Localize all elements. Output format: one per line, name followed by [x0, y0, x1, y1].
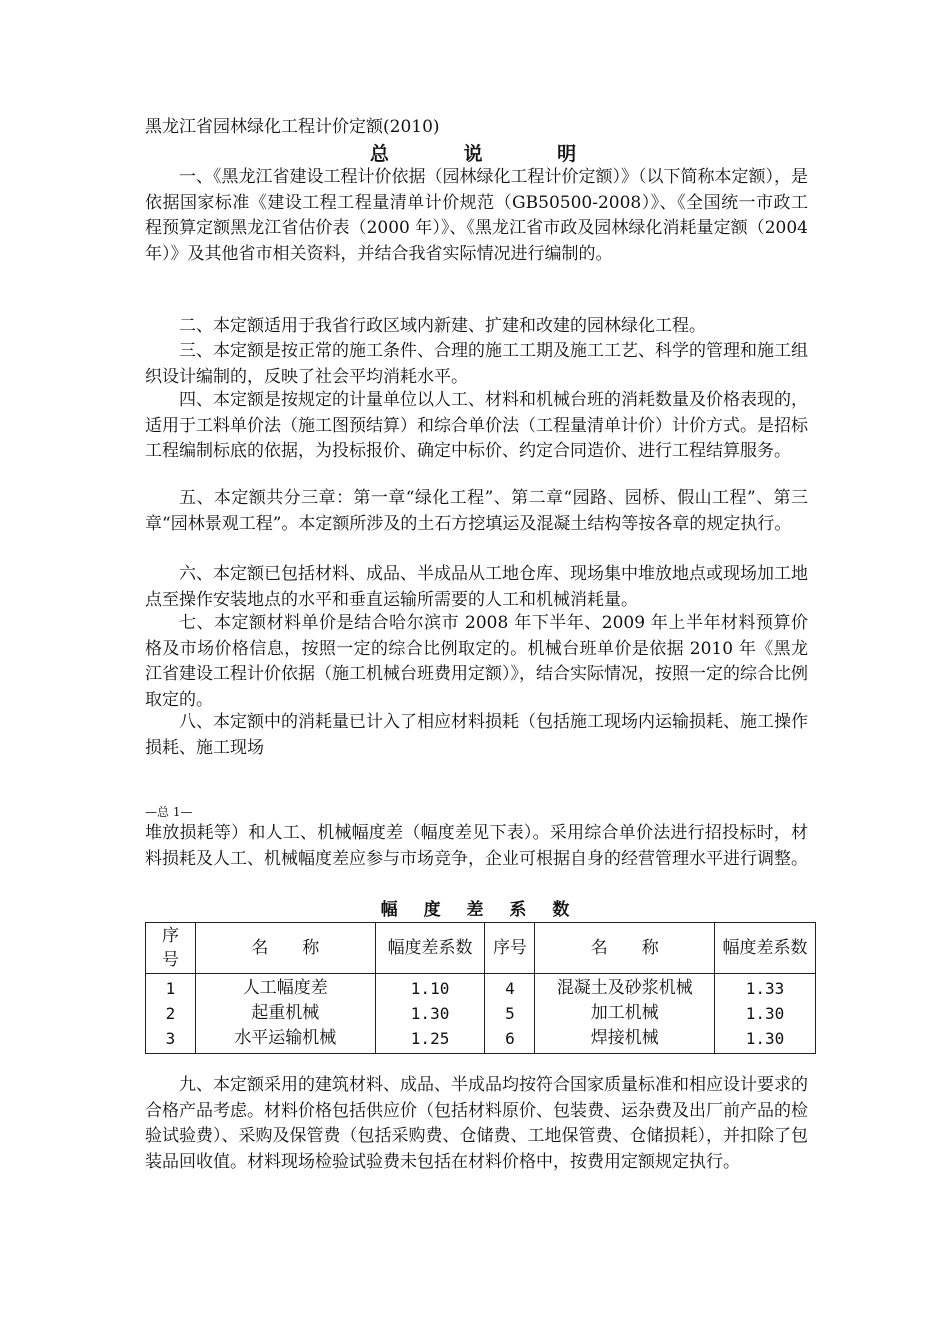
cell-seq: 5 [485, 1001, 535, 1026]
heading-char: 说 [463, 143, 487, 165]
paragraph-4: 四、本定额是按规定的计量单位以人工、材料和机械台班的消耗数量及价格表现的，适用于工料单价法（施工图预结算）和综合单价法（工程量清单计价）计价方式。是招标工程编制标底的依据，为投标报价、确定中标价、约定合同造价、进行工程结算服务。 [145, 390, 808, 461]
cell-name: 水平运输机械 [195, 1026, 375, 1054]
table-title-char: 差 [466, 900, 484, 920]
heading-char: 明 [557, 143, 581, 165]
page-number: —总 1— [145, 805, 193, 819]
paragraph-6: 六、本定额已包括材料、成品、半成品从工地仓库、现场集中堆放地点或现场加工地点至操作安装地点的水平和垂直运输所需要的人工和机械消耗量。 [145, 564, 808, 610]
table-row [146, 1001, 816, 1026]
cell-seq: 3 [146, 1026, 196, 1054]
cell-seq: 6 [485, 1026, 535, 1054]
heading-char: 总 [369, 143, 393, 165]
paragraph-8: 八、本定额中的消耗量已计入了相应材料损耗（包括施工现场内运输损耗、施工操作损耗、施工现场 [145, 712, 808, 758]
header-seq: 序号 [146, 923, 196, 974]
header-coefficient: 幅度差系数 [375, 923, 485, 974]
header-seq: 序号 [485, 923, 535, 974]
cell-coefficient: 1.30 [715, 1026, 816, 1054]
header-name: 名 称 [535, 923, 715, 974]
paragraph-1: 一、《黑龙江省建设工程计价依据（园林绿化工程计价定额）》（以下简称本定额），是依据国家标准《建设工程工程量清单计价规范（GB50500-2008）》、《全国统一市政工程预算定额黑龙江省估价表（2000 年）》、《黑龙江省市政及园林绿化消耗量定额（2004 年）》及其他省市相关资料，并结合我省实际情况进行编制的。 [145, 167, 808, 264]
cell-seq: 1 [146, 974, 196, 1002]
table-title-char: 度 [423, 900, 441, 920]
table-title-char: 数 [552, 900, 570, 920]
cell-seq: 4 [485, 974, 535, 1002]
table-title-char: 系 [509, 900, 527, 920]
table-title-char: 幅 [380, 900, 398, 920]
paragraph-5: 五、本定额共分三章：第一章“绿化工程”、第二章“园路、园桥、假山工程”、第三章“园林景观工程”。本定额所涉及的土石方挖填运及混凝土结构等按各章的规定执行。 [145, 488, 808, 534]
continuation-paragraph: 堆放损耗等）和人工、机械幅度差（幅度差见下表）。采用综合单价法进行招投标时，材料损耗及人工、机械幅度差应参与市场竞争，企业可根据自身的经营管理水平进行调整。 [145, 823, 808, 869]
table-header-row [146, 923, 816, 974]
coefficient-table [145, 922, 816, 1054]
cell-seq: 2 [146, 1001, 196, 1026]
cell-coefficient: 1.25 [375, 1026, 485, 1054]
table-title [0, 898, 950, 922]
paragraph-9: 九、本定额采用的建筑材料、成品、半成品均按符合国家质量标准和相应设计要求的合格产品考虑。材料价格包括供应价（包括材料原价、包装费、运杂费及出厂前产品的检验试验费）、采购及保管费（包括采购费、仓储费、工地保管费、仓储损耗），并扣除了包装品回收值。材料现场检验试验费未包括在材料价格中，按费用定额规定执行。 [145, 1075, 808, 1172]
header-name: 名 称 [195, 923, 375, 974]
cell-name: 混凝土及砂浆机械 [535, 974, 715, 1002]
cell-coefficient: 1.10 [375, 974, 485, 1002]
paragraph-7: 七、本定额材料单价是结合哈尔滨市 2008 年下半年、2009 年上半年材料预算价格及市场价格信息，按照一定的综合比例取定的。机械台班单价是依据 2010 年《黑龙江省建设工程计价依据（施工机械台班费用定额）》，结合实际情况，按照一定的综合比例取定的。 [145, 613, 808, 710]
document-title: 黑龙江省园林绿化工程计价定额(2010) [145, 117, 440, 137]
paragraph-3: 三、本定额是按正常的施工条件、合理的施工工期及施工工艺、科学的管理和施工组织设计编制的，反映了社会平均消耗水平。 [145, 341, 808, 387]
cell-coefficient: 1.33 [715, 974, 816, 1002]
cell-name: 人工幅度差 [195, 974, 375, 1002]
header-coefficient: 幅度差系数 [715, 923, 816, 974]
cell-name: 焊接机械 [535, 1026, 715, 1054]
paragraph-2: 二、本定额适用于我省行政区域内新建、扩建和改建的园林绿化工程。 [179, 316, 706, 336]
table-row [146, 974, 816, 1002]
section-heading [0, 141, 950, 167]
cell-coefficient: 1.30 [375, 1001, 485, 1026]
table-row [146, 1026, 816, 1054]
cell-name: 加工机械 [535, 1001, 715, 1026]
cell-name: 起重机械 [195, 1001, 375, 1026]
cell-coefficient: 1.30 [715, 1001, 816, 1026]
